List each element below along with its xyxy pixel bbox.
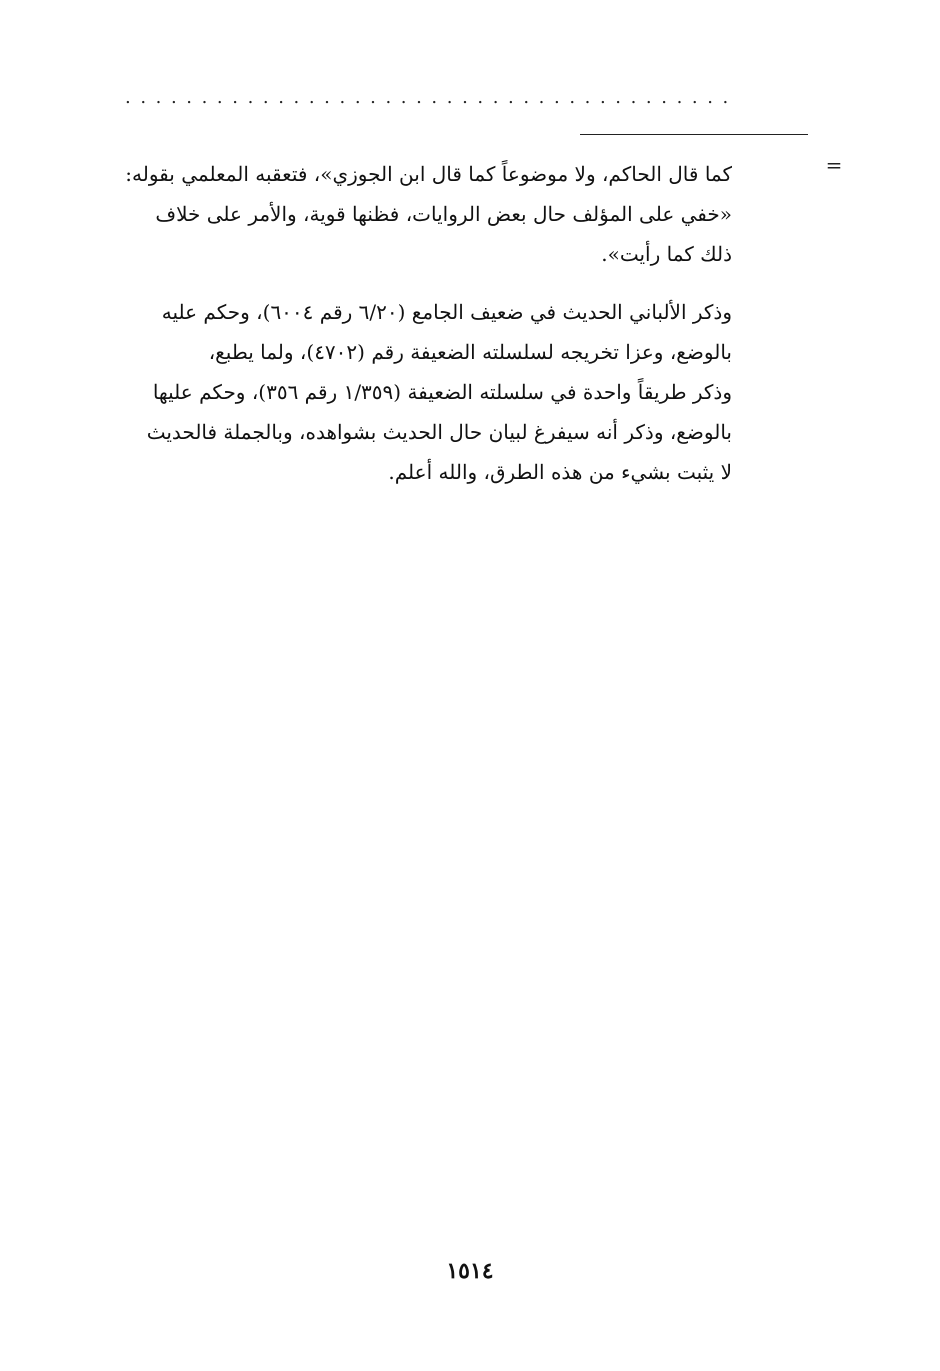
text-line: ذلك كما رأيت». [601,242,732,266]
footnote-paragraph-1 [112,154,732,274]
footnote-separator-rule [580,134,808,135]
text-line: بالوضع، وعزا تخريجه لسلسلته الضعيفة رقم (٤٧٠٢)، ولما يطبع، [208,340,732,364]
page-number: ١٥١٤ [446,1258,494,1284]
continuation-mark: = [825,153,843,177]
text-line: وذكر طريقاً واحدة في سلسلته الضعيفة (١/٣٥٩ رقم ٣٥٦)، وحكم عليها [152,380,732,404]
text-line: وذكر الألباني الحديث في ضعيف الجامع (٦/٢٠ رقم ٦٠٠٤)، وحكم عليه [161,300,732,324]
footnote-paragraph-2 [112,292,732,492]
text-line: بالوضع، وذكر أنه سيفرغ لبيان حال الحديث بشواهده، وبالجملة فالحديث [146,420,732,444]
dotted-header-line: ........................................ [125,88,738,108]
text-line: كما قال الحاكم، ولا موضوعاً كما قال ابن الجوزي»، فتعقبه المعلمي بقوله: [125,162,732,186]
text-line: لا يثبت بشيء من هذه الطرق، والله أعلم. [388,460,732,484]
text-line: «خفي على المؤلف حال بعض الروايات، فظنها قوية، والأمر على خلاف [155,202,732,226]
